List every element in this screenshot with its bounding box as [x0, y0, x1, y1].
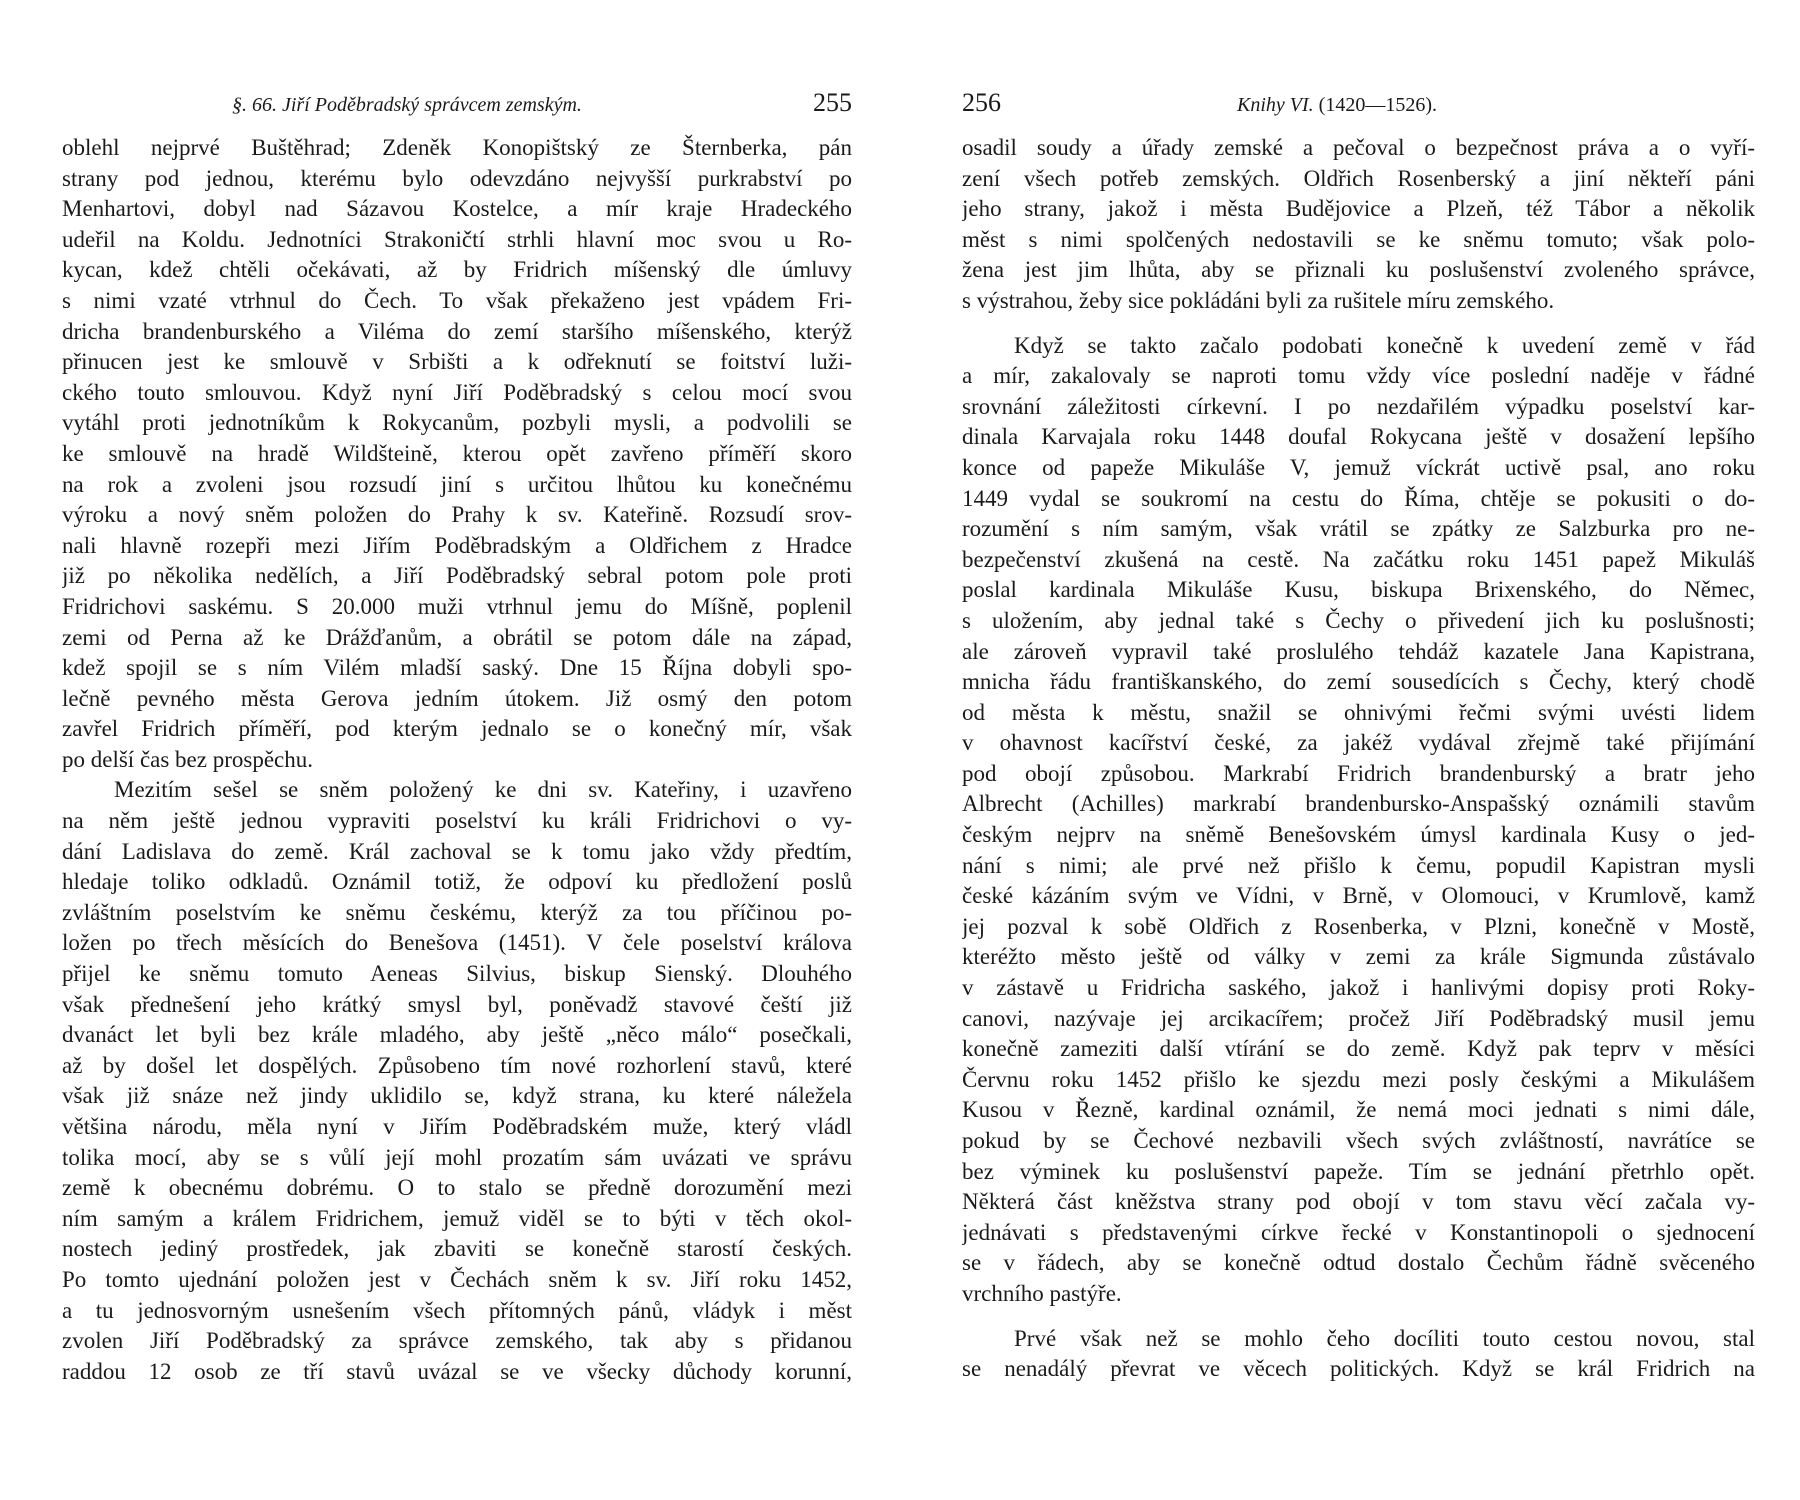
text-line: srovnání záležitosti církevní. I po nezdařilém výpadku poselství kar- [962, 393, 1755, 419]
text-line: hledaje toliko odkladů. Oznámil totiž, že odpoví ku předložení poslů [62, 869, 852, 895]
text-line: s výstrahou, žeby sice pokládáni byli za rušitele míru zemského. [962, 287, 1555, 313]
text-line: konečně zameziti další vtírání se do země. Když pak teprv v měsíci [962, 1036, 1755, 1062]
text-line: Prvé však než se mohlo čeho docíliti touto cestou novou, stal [1014, 1325, 1755, 1351]
text-line: dání Ladislava do země. Král zachoval se k tomu jako vždy předtím, [62, 838, 852, 864]
text-line: jeho strany, jakož i města Budějovice a Plzeň, též Tábor a několik [962, 196, 1755, 222]
text-line: však již snáze než jindy uklidilo se, když strana, ku které náležela [62, 1083, 852, 1109]
text-line: dricha brandenburského a Viléma do zemí staršího míšenského, kterýž [62, 318, 852, 344]
text-line: většina národu, měla nyní v Jiřím Poděbradském muže, který vládl [62, 1114, 852, 1139]
page-number: 256 [962, 88, 1001, 117]
text-line: strany pod jednou, kterému bylo odevzdáno nejvyšší purkrabství po [62, 165, 852, 191]
running-head-book: Knihy VI. [1237, 94, 1314, 116]
text-line: se nenadálý převrat ve věcech politických. Když se král Fridrich na [962, 1356, 1755, 1382]
text-line: žena jest jim lhůta, aby se přiznali ku poslušenství zvoleného správce, [962, 257, 1755, 283]
text-line: na rok a zvoleni jsou rozsudí jiní s určitou lhůtou ku konečnému [62, 471, 852, 497]
text-line: a tu jednosvorným usnešením všech přítomných pánů, vládyk i měst [62, 1297, 852, 1323]
text-line: bezpečenství zkušená na cestě. Na začátku roku 1451 papež Mikuláš [962, 546, 1755, 572]
text-line: s uložením, aby jednal také s Čechy o přivedení jich ku poslušnosti; [962, 607, 1755, 633]
left-page [62, 0, 852, 1500]
text-line: Albrecht (Achilles) markrabí brandenbursko-Anspašský oznámili stavům [962, 791, 1755, 817]
text-line: Mezitím sešel se sněm položený ke dni sv. Kateřiny, i uzavřeno [114, 777, 852, 803]
text-line: Když se takto začalo podobati konečně k uvedení země v řád [1014, 332, 1755, 358]
text-line: vrchního pastýře. [962, 1280, 1122, 1306]
text-line: rozumění s ním samým, však vrátil se zpátky ze Salzburka pro ne- [962, 516, 1755, 542]
text-line: zemi od Perna až ke Drážďanům, a obrátil se potom dále na západ, [62, 624, 852, 650]
text-line: ckého touto smlouvou. Když nyní Jiří Poděbradský s celou mocí svou [62, 379, 852, 405]
text-line: osadil soudy a úřady zemské a pečoval o bezpečnost práva a o vyří- [962, 135, 1755, 160]
text-line: již po několika nedělích, a Jiří Poděbradský sebral potom pole proti [62, 563, 852, 589]
running-head-title [1237, 94, 1437, 117]
text-line: lečně pevného města Gerova jedním útokem. Již osmý den potom [62, 685, 852, 711]
paragraph-gap [962, 317, 1755, 331]
text-line: kteréžto město ještě od války v zemi za krále Sigmunda zůstávalo [962, 944, 1755, 970]
running-head [962, 86, 1755, 126]
text-line: měst s nimi spolčených nedostavili se ke sněmu tomuto; však polo- [962, 226, 1755, 252]
text-line: výroku a nový sněm položen do Prahy k sv. Kateřině. Rozsudí srov- [62, 502, 852, 528]
right-page [962, 0, 1755, 1500]
text-line: ale zároveň vypravil také proslulého tehdáž kazatele Jana Kapistrana, [962, 638, 1755, 664]
text-line: kycan, kdež chtěli očekávati, až by Fridrich míšenský dle úmluvy [62, 257, 852, 283]
text-line: dvanáct let byli bez krále mladého, aby ještě „něco málo“ posečkali, [62, 1022, 852, 1048]
text-line: nali hlavně rozepři mezi Jiřím Poděbradským a Oldřichem z Hradce [62, 532, 852, 558]
text-line: Fridrichovi saskému. S 20.000 muži vtrhnul jemu do Míšně, poplenil [62, 593, 852, 619]
text-line: přinucen jest ke smlouvě v Srbišti a k odřeknutí se foitství luži- [62, 349, 852, 375]
running-head-years: (1420—1526). [1318, 94, 1437, 116]
text-line: oblehl nejprvé Buštěhrad; Zdeněk Konopištský ze Šternberka, pán [62, 135, 852, 160]
body-text [962, 133, 1755, 1385]
text-line: přijel ke sněmu tomuto Aeneas Silvius, biskup Sienský. Dlouhého [62, 961, 852, 987]
text-line: ke smlouvě na hradě Wildšteině, kterou opět zavřeno příměří skoro [62, 440, 852, 466]
text-line: na něm ještě jednou vypraviti poselství ku králi Fridrichovi o vy- [62, 808, 852, 834]
text-line: Po tomto ujednání položen jest v Čechách sněm k sv. Jiří roku 1452, [62, 1266, 852, 1292]
text-line: po delší čas bez prospěchu. [62, 746, 314, 772]
text-line: zavřel Fridrich příměří, pod kterým jednalo se o konečný mír, však [62, 716, 852, 742]
text-line: v ohavnost kacířství české, za jakéž vydával zřejmě také přijímání [962, 730, 1755, 756]
text-line: kdež spojil se s ním Vilém mladší saský. Dne 15 Října dobyli spo- [62, 655, 852, 681]
paragraph-gap [962, 1310, 1755, 1324]
text-line: Červnu roku 1452 přišlo ke sjezdu mezi posly českými a Mikulášem [962, 1066, 1755, 1092]
text-line: nostech jediný prostředek, jak zbaviti se konečně starostí českých. [62, 1236, 852, 1262]
text-line: poslal kardinala Mikuláše Kusu, biskupa Brixenského, do Němec, [962, 577, 1755, 603]
text-line: canovi, nazývaje jej arcikacířem; pročež Jiří Poděbradský musil jemu [962, 1005, 1755, 1031]
text-line: Menhartovi, dobyl nad Sázavou Kostelce, a mír kraje Hradeckého [62, 196, 852, 222]
text-line: tolika mocí, aby se s vůlí její mohl prozatím sám uvázati ve správu [62, 1144, 852, 1170]
text-line: však přednešení jeho krátký smysl byl, poněvadž stavové čeští již [62, 991, 852, 1017]
text-line: bez výminek ku poslušenství papeže. Tím se jednání přetrhlo opět. [962, 1158, 1755, 1184]
text-line: až by došel let dospělých. Způsobeno tím nové rozhorlení stavů, které [62, 1052, 852, 1078]
text-line: ním samým a králem Fridrichem, jemuž viděl se to býti v těch okol- [62, 1205, 852, 1231]
text-line: mnicha řádu františkanského, do zemí sousedících s Čechy, který chodě [962, 669, 1755, 695]
text-line: 1449 vydal se soukromí na cestu do Říma, chtěje se pokusiti o do- [962, 485, 1755, 511]
running-head [62, 86, 852, 126]
text-line: českým nejprv na sněmě Benešovském úmysl kardinala Kusy o jed- [962, 822, 1755, 848]
text-line: v zástavě u Fridricha saského, jakož i hanlivými dopisy proti Roky- [962, 975, 1755, 1001]
page-number: 255 [813, 88, 852, 117]
text-line: dinala Karvajala roku 1448 doufal Rokycana ještě v dosažení lepšího [962, 424, 1755, 450]
text-line: udeřil na Koldu. Jednotníci Strakoničtí strhli hlavní moc svou u Ro- [62, 226, 852, 252]
text-line: nání s nimi; ale prvé než přišlo k čemu, popudil Kapistran mysli [962, 852, 1755, 878]
text-line: Některá část kněžstva strany pod obojí v tom stavu věcí začala vy- [962, 1189, 1755, 1215]
text-line: se v řádech, aby se konečně odtud dostalo Čechům řádně svěceného [962, 1250, 1755, 1276]
text-line: pod obojí způsobou. Markrabí Fridrich brandenburský a bratr jeho [962, 760, 1755, 786]
text-line: od města k městu, snažil se ohnivými řečmi svými uvésti lidem [962, 699, 1755, 725]
text-line: jednávati s představenými církve řecké v Konstantinopoli o sjednocení [962, 1219, 1755, 1245]
running-head-title: §. 66. Jiří Poděbradský správcem zemským. [232, 94, 582, 116]
text-line: Kusou v Řezně, kardinal oznámil, že nemá moci jednati s nimi dále, [962, 1097, 1755, 1123]
text-line: a mír, zakalovaly se naproti tomu vždy více poslední naděje v řádné [962, 363, 1755, 389]
text-line: jej pozval k sobě Oldřich z Rosenberka, v Plzni, konečně v Mostě, [962, 913, 1755, 939]
text-line: země k obecnému dobrému. O to stalo se předně dorozumění mezi [62, 1175, 852, 1201]
text-line: zení všech potřeb zemských. Oldřich Rosenberský a jiní někteří páni [962, 165, 1755, 191]
text-line: vytáhl proti jednotníkům k Rokycanům, pozbyli mysli, a podvolili se [62, 410, 852, 436]
text-line: zvolen Jiří Poděbradský za správce zemského, tak aby s přidanou [62, 1328, 852, 1354]
text-line: raddou 12 osob ze tří stavů uvázal se ve všecky důchody korunní, [62, 1358, 852, 1384]
text-line: české kázáním svým ve Vídni, v Brně, v Olomouci, v Krumlově, kamž [962, 883, 1755, 909]
body-text [62, 133, 852, 1387]
text-line: konce od papeže Mikuláše V, jemuž víckrát uctivě psal, ano roku [962, 454, 1755, 480]
text-line: pokud by se Čechové nezbavili všech svých zvláštností, navrátíce se [962, 1128, 1755, 1153]
text-line: ložen po třech měsících do Benešova (1451). V čele poselství králova [62, 930, 852, 956]
text-line: zvláštním poselstvím ke sněmu českému, kterýž za tou příčinou po- [62, 899, 852, 925]
text-line: s nimi vzaté vtrhnul do Čech. To však překaženo jest vpádem Fri- [62, 287, 852, 313]
